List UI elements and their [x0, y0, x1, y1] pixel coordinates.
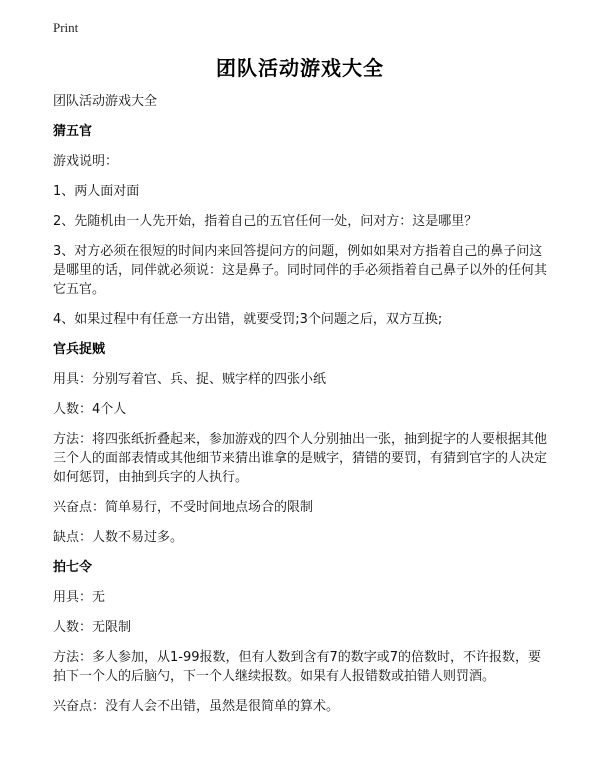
paragraph: 兴奋点：简单易行，不受时间地点场合的限制: [53, 500, 314, 515]
paragraph: 1、两人面对面: [53, 184, 140, 199]
paragraph: 人数：4个人: [53, 402, 127, 417]
paragraph: 方法：将四张纸折叠起来，参加游戏的四个人分别抽出一张，抽到捉字的人要根据其他三个人的面部表情或其他细节来猜出谁拿的是贼字，猜错的要罚，有猜到官字的人决定如何惩罚，由抽到兵字的人执行。: [53, 432, 548, 485]
document-body: [53, 92, 553, 727]
section-heading: 猜五官: [53, 124, 93, 139]
paragraph: 人数：无限制: [53, 620, 132, 635]
paragraph: 2、先随机由一人先开始，指着自己的五官任何一处，问对方：这是哪里？: [53, 214, 478, 229]
paragraph: 方法：多人参加，从1-99报数，但有人数到含有7的数字或7的倍数时，不许报数，要拍下一个人的后脑勺，下一个人继续报数。如果有人报错数或拍错人则罚酒。: [53, 650, 542, 684]
section-clap-seven: [53, 558, 553, 716]
section-heading: 拍七令: [53, 560, 93, 575]
paragraph: 缺点：人数不易过多。: [53, 530, 184, 545]
paragraph: 用具：分别写着官、兵、捉、贼字样的四张小纸: [53, 372, 327, 387]
print-label: Print: [53, 20, 79, 35]
paragraph: 3、对方必须在很短的时间内来回答提问方的问题，例如如果对方指着自己的鼻子问这是哪里的话，同伴就必须说：这是鼻子。同时同伴的手必须指着自己鼻子以外的任何其它五官。: [53, 244, 548, 297]
paragraph: 用具：无: [53, 590, 106, 605]
section-officers-and-thief: [53, 340, 553, 547]
intro-text: 团队活动游戏大全: [53, 94, 158, 109]
section-guess-facial-features: [53, 122, 553, 329]
paragraph: 兴奋点：没有人会不出错，虽然是很简单的算术。: [53, 699, 340, 714]
section-heading: 官兵捉贼: [53, 342, 106, 357]
paragraph: 4、如果过程中有任意一方出错，就要受罚;3个问题之后，双方互换;: [53, 312, 443, 327]
paragraph: 游戏说明：: [53, 154, 119, 169]
page-title: 团队活动游戏大全: [216, 56, 384, 80]
